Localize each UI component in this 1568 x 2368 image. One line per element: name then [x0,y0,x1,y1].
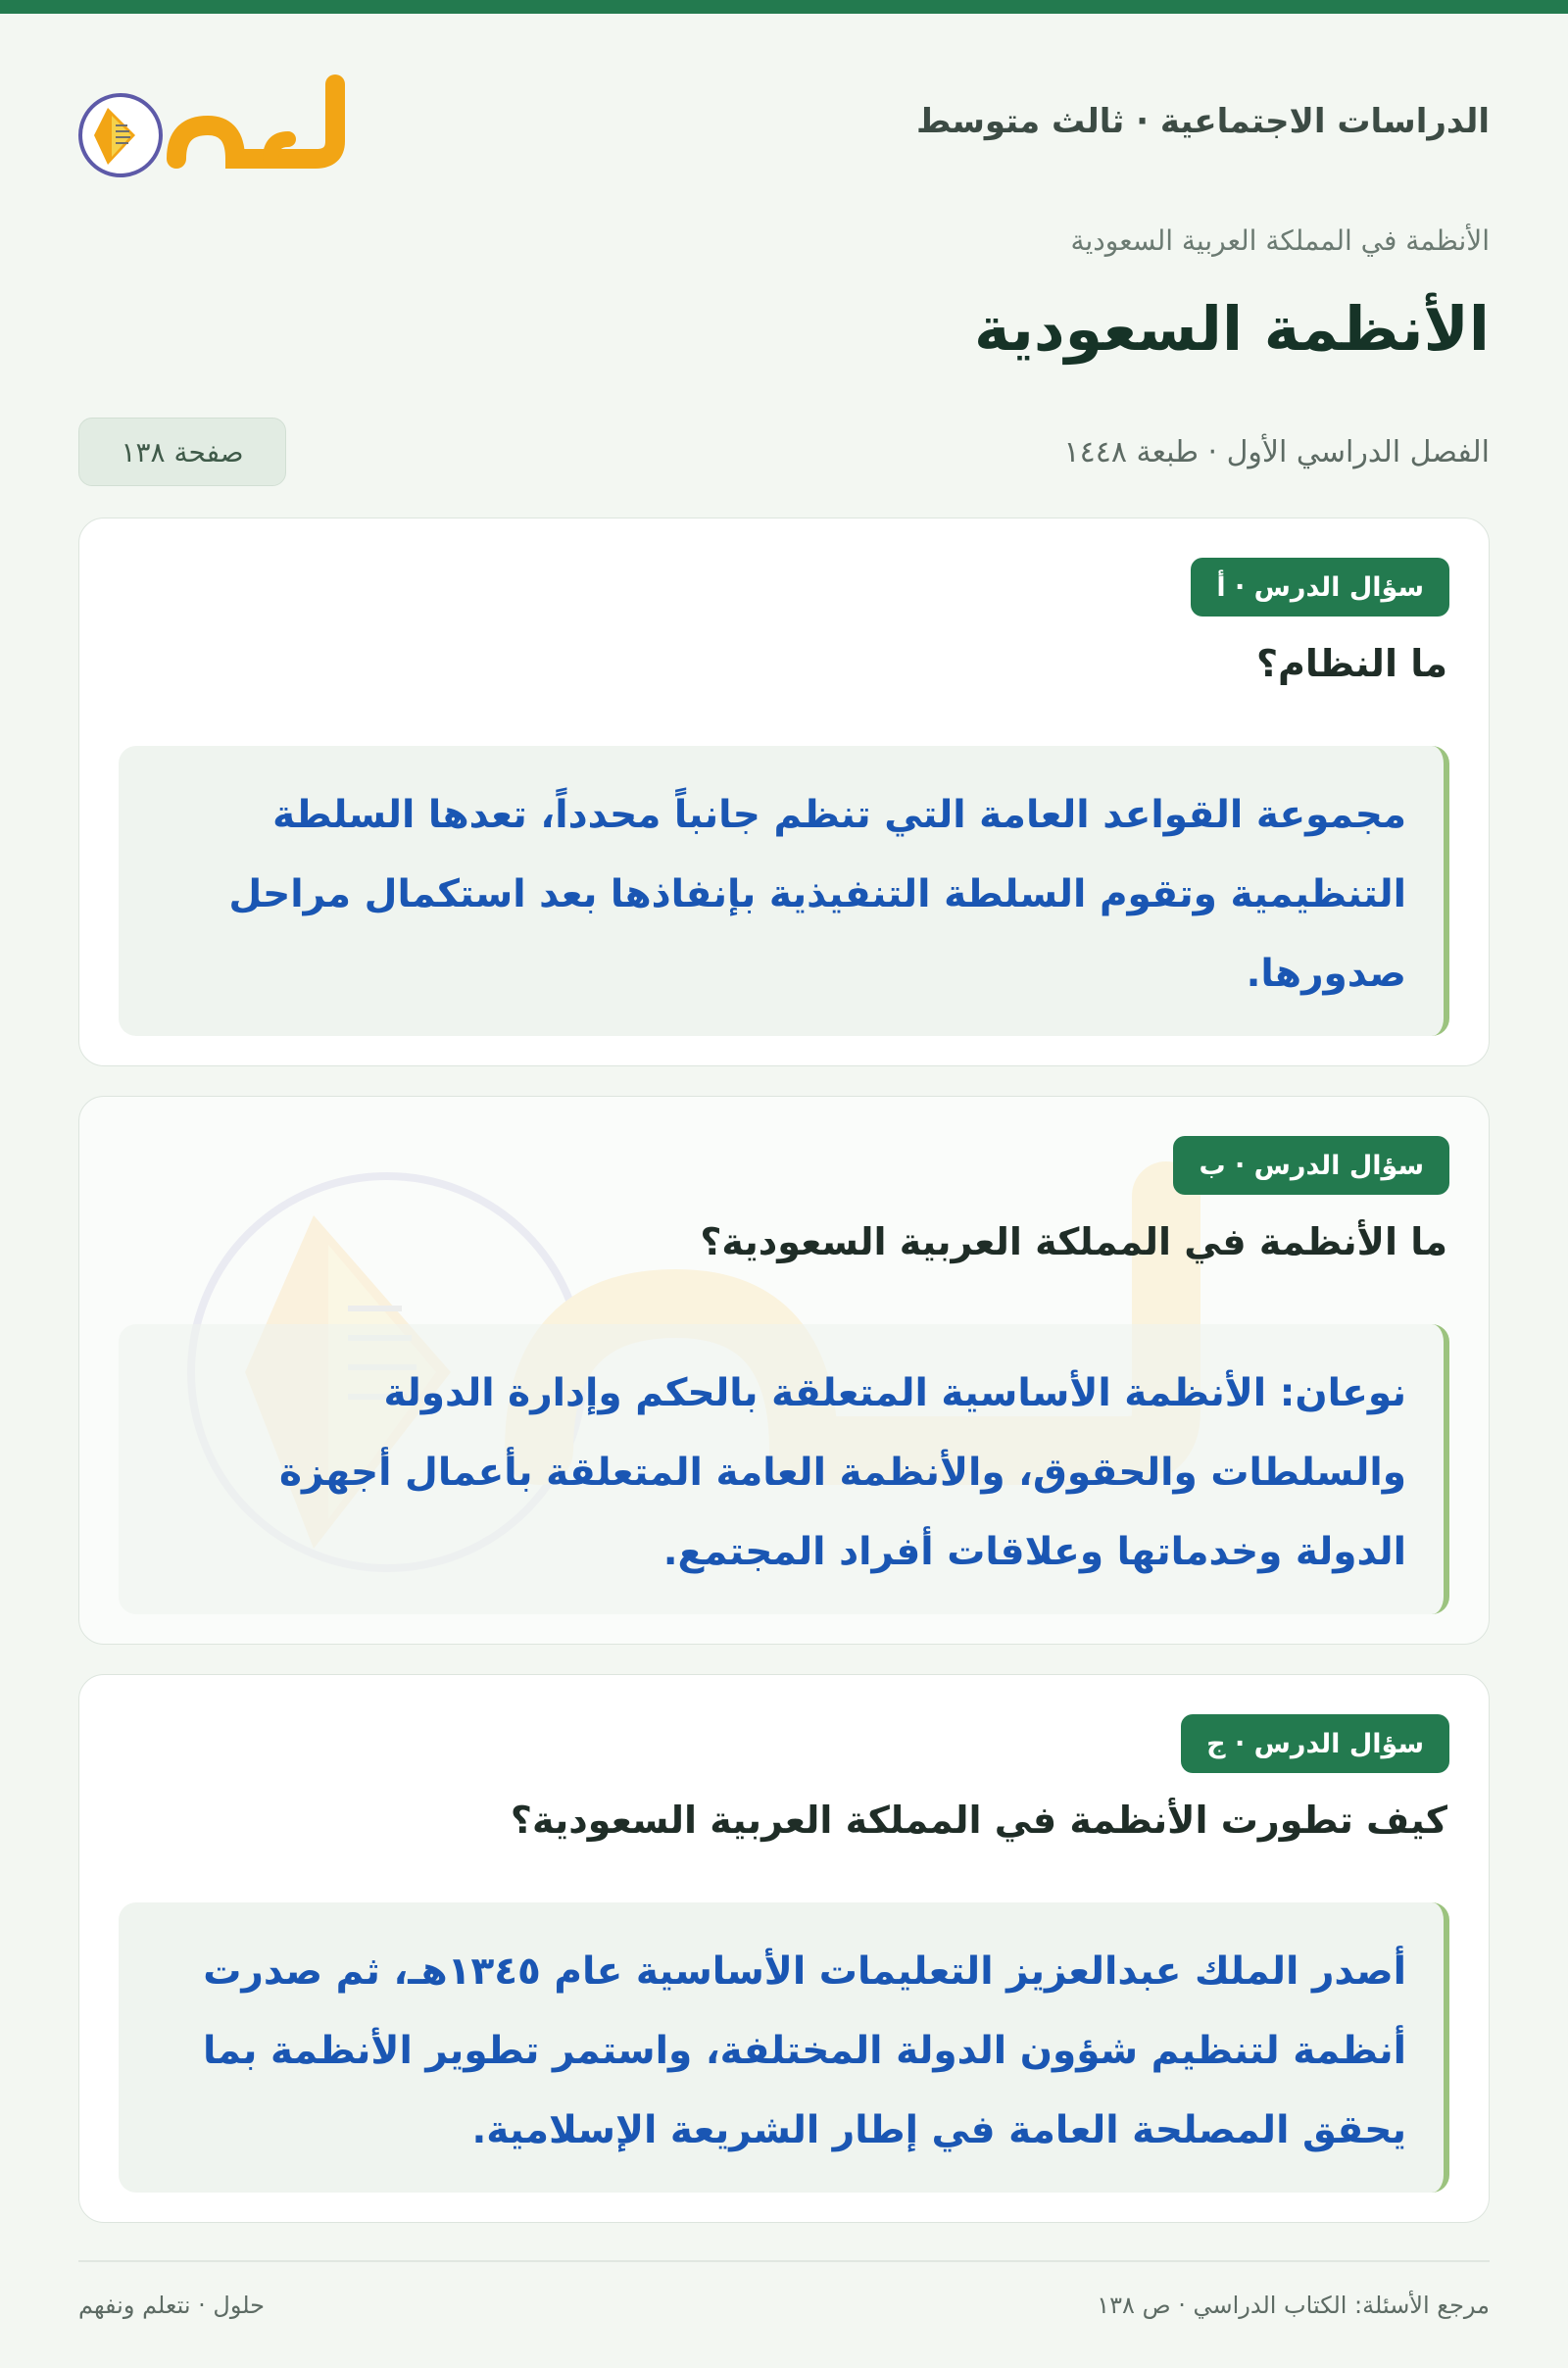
question-card-b [78,1096,1490,1645]
top-accent-bar [0,0,1568,14]
footer-divider [78,2260,1490,2262]
question-text: كيف تطورت الأنظمة في المملكة العربية السعودية؟ [510,1799,1447,1842]
question-badge: سؤال الدرس · ب [1173,1136,1449,1195]
answer-box [119,1902,1449,2193]
answer-text: نوعان: الأنظمة الأساسية المتعلقة بالحكم وإدارة الدولة والسلطات والحقوق، والأنظمة العامة المتعلقة بأعمال أجهزة الدولة وخدماتها وعلاقات أفراد المجتمع. [278,1371,1406,1574]
answer-text: أصدر الملك عبدالعزيز التعليمات الأساسية عام ١٣٤٥هـ، ثم صدرت أنظمة لتنظيم شؤون الدولة المختلفة، واستمر تطوير الأنظمة بما يحقق المصلحة العامة في إطار الشريعة الإسلامية. [202,1949,1406,2152]
question-text: ما الأنظمة في المملكة العربية السعودية؟ [700,1220,1447,1263]
hulool-logo[interactable] [78,69,358,186]
page-title: الأنظمة السعودية [973,293,1490,365]
question-card-c [78,1674,1490,2223]
footer-brand: حلول · نتعلم ونفهم [78,2292,265,2319]
question-text: ما النظام؟ [1255,642,1447,685]
answer-box [119,746,1449,1036]
question-badge: سؤال الدرس · ج [1181,1714,1449,1773]
answer-text: مجموعة القواعد العامة التي تنظم جانباً محدداً، تعدها السلطة التنظيمية وتقوم السلطة التنفيذية بإنفاذها بعد استكمال مراحل صدورها. [228,793,1406,996]
term-edition-label: الفصل الدراسي الأول · طبعة ١٤٤٨ [1063,435,1490,469]
footer-reference: مرجع الأسئلة: الكتاب الدراسي · ص ١٣٨ [1097,2292,1490,2319]
question-card-a [78,518,1490,1066]
meta-row [78,418,1490,488]
breadcrumb[interactable]: الأنظمة في المملكة العربية السعودية [1070,224,1490,257]
question-badge: سؤال الدرس · أ [1191,558,1449,617]
answer-box [119,1324,1449,1614]
page-number-chip: صفحة ١٣٨ [78,418,286,486]
page-header [78,14,1490,215]
subject-grade-label: الدراسات الاجتماعية · ثالث متوسط [916,102,1490,141]
